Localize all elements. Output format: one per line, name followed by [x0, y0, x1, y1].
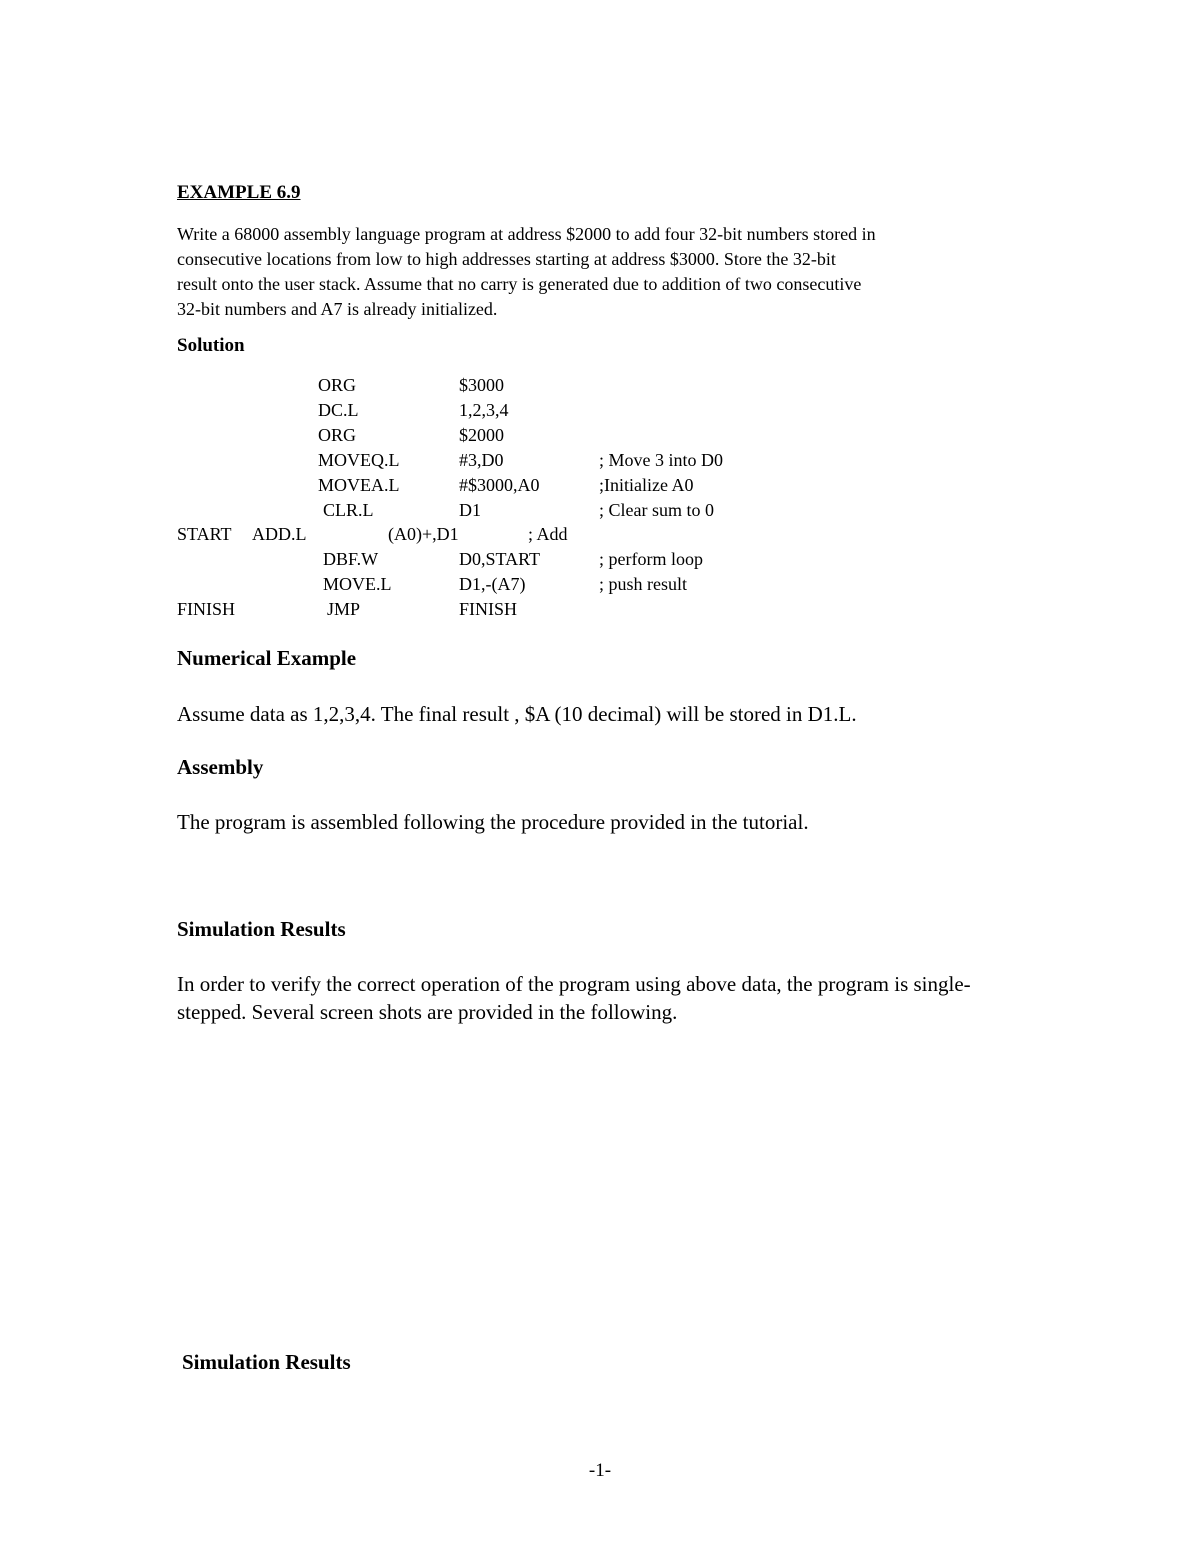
code-operand: $2000: [459, 425, 504, 445]
solution-heading: Solution: [177, 335, 245, 356]
code-op: CLR.L: [323, 500, 374, 520]
problem-line: result onto the user stack. Assume that no carry is generated due to addition of two consecutive: [177, 274, 862, 294]
code-op: MOVEA.L: [318, 475, 400, 495]
code-op: MOVEQ.L: [318, 450, 400, 470]
problem-line: consecutive locations from low to high addresses starting at address $3000. Store the 32-bit: [177, 249, 836, 269]
code-op: ORG: [318, 375, 357, 395]
code-operand: D1: [459, 500, 481, 520]
code-operand: D1,-(A7): [459, 574, 526, 594]
code-operand: $3000: [459, 375, 504, 395]
code-operand: #$3000,A0: [459, 475, 540, 495]
assembly-text: The program is assembled following the procedure provided in the tutorial.: [177, 810, 809, 834]
code-operand: D0,START: [459, 549, 540, 569]
code-label: FINISH: [177, 599, 236, 619]
code-op: JMP: [327, 599, 361, 619]
code-operand: 1,2,3,4: [459, 400, 509, 420]
numerical-example-text: Assume data as 1,2,3,4. The final result , $A (10 decimal) will be stored in D1.L.: [177, 702, 857, 726]
problem-statement: [177, 222, 1047, 322]
code-op: DC.L: [318, 400, 359, 420]
code-comment: ; Clear sum to 0: [599, 500, 714, 520]
code-label: START: [177, 524, 232, 544]
numerical-example-heading: Numerical Example: [177, 646, 357, 670]
example-title: EXAMPLE 6.9: [177, 182, 301, 203]
code-comment: ; Add: [528, 524, 568, 544]
problem-line: Write a 68000 assembly language program at address $2000 to add four 32-bit numbers stored in: [177, 224, 876, 244]
problem-line: 32-bit numbers and A7 is already initialized.: [177, 299, 498, 319]
simulation-results-heading-2: Simulation Results: [182, 1350, 351, 1374]
code-operand: #3,D0: [459, 450, 504, 470]
code-op: ADD.L: [252, 524, 307, 544]
simulation-results-text: In order to verify the correct operation of the program using above data, the program is single-stepped. Several screen shots are provided in the following.: [177, 972, 971, 1024]
simulation-results-heading: Simulation Results: [177, 917, 346, 941]
code-comment: ; push result: [599, 574, 687, 594]
code-operand: (A0)+,D1: [388, 524, 459, 544]
assembly-heading: Assembly: [177, 755, 264, 779]
code-comment: ; Move 3 into D0: [599, 450, 723, 470]
code-operand: FINISH: [459, 599, 518, 619]
code-comment: ;Initialize A0: [599, 475, 694, 495]
code-op: MOVE.L: [323, 574, 392, 594]
code-comment: ; perform loop: [599, 549, 703, 569]
code-op: DBF.W: [323, 549, 379, 569]
code-op: ORG: [318, 425, 357, 445]
page-number: -1-: [588, 1460, 612, 1481]
